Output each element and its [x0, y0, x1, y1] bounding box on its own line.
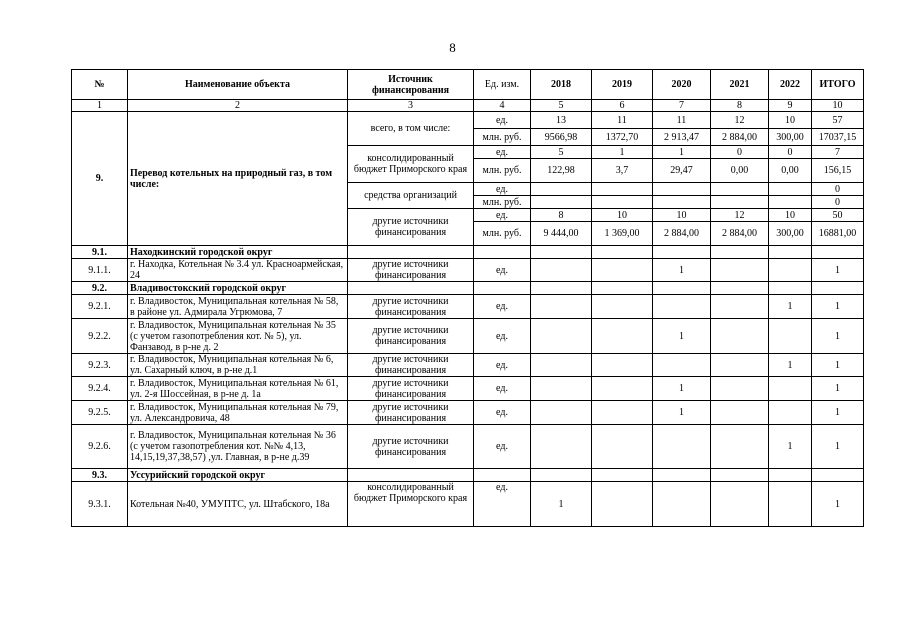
empty-cell	[531, 469, 592, 482]
unit-cell: млн. руб.	[474, 159, 531, 183]
value-cell: 1	[812, 259, 864, 282]
source-cell: другие источники финансирования	[348, 377, 474, 401]
source-label: другие источники финансирования	[348, 209, 474, 246]
value-cell	[531, 295, 592, 319]
unit-cell: ед.	[474, 295, 531, 319]
header-row	[72, 70, 864, 100]
empty-cell	[769, 282, 812, 295]
item-name: Котельная №40, УМУПТС, ул. Штабского, 18а	[128, 482, 348, 527]
value-cell: 57	[812, 112, 864, 129]
empty-cell	[474, 469, 531, 482]
empty-cell	[769, 246, 812, 259]
col-number: 10	[812, 100, 864, 112]
table-row	[72, 319, 864, 354]
value-cell: 300,00	[769, 222, 812, 246]
value-cell: 17037,15	[812, 129, 864, 146]
value-cell: 1	[812, 354, 864, 377]
header-cell: 2021	[711, 70, 769, 100]
value-cell: 29,47	[653, 159, 711, 183]
value-cell	[653, 354, 711, 377]
unit-cell: ед.	[474, 319, 531, 354]
empty-cell	[812, 246, 864, 259]
empty-cell	[653, 469, 711, 482]
value-cell: 1	[592, 146, 653, 159]
value-cell	[711, 354, 769, 377]
value-cell	[653, 482, 711, 527]
value-cell: 156,15	[812, 159, 864, 183]
table-row	[72, 354, 864, 377]
group-name: Владивостокский городской округ	[128, 282, 348, 295]
item-number: 9.2.4.	[72, 377, 128, 401]
item-name: г. Владивосток, Муниципальная котельная № 35 (с учетом газопотребления кот. № 5), ул. Фанзавод, в р-не д. 2	[128, 319, 348, 354]
value-cell	[711, 425, 769, 469]
value-cell	[653, 425, 711, 469]
header-cell: ИТОГО	[812, 70, 864, 100]
value-cell	[711, 319, 769, 354]
header-cell: 2020	[653, 70, 711, 100]
unit-cell: ед.	[474, 354, 531, 377]
header-cell: 2022	[769, 70, 812, 100]
source-label: консолидированный бюджет Приморского края	[348, 146, 474, 183]
empty-cell	[592, 246, 653, 259]
value-cell	[531, 196, 592, 209]
unit-cell: ед.	[474, 112, 531, 129]
value-cell: 300,00	[769, 129, 812, 146]
empty-cell	[711, 246, 769, 259]
source-cell: другие источники финансирования	[348, 401, 474, 425]
header-cell: Ед. изм.	[474, 70, 531, 100]
value-cell	[592, 319, 653, 354]
value-cell	[531, 354, 592, 377]
value-cell: 0	[812, 183, 864, 196]
value-cell	[531, 425, 592, 469]
col-number: 3	[348, 100, 474, 112]
item-number: 9.2.6.	[72, 425, 128, 469]
value-cell	[769, 482, 812, 527]
source-cell: другие источники финансирования	[348, 259, 474, 282]
group-name: Уссурийский городской округ	[128, 469, 348, 482]
empty-cell	[711, 282, 769, 295]
item-number: 9.1.1.	[72, 259, 128, 282]
value-cell: 1	[653, 401, 711, 425]
col-number: 4	[474, 100, 531, 112]
header-cell: 2019	[592, 70, 653, 100]
value-cell	[592, 482, 653, 527]
header-cell: Источник финансирования	[348, 70, 474, 100]
section-name: Перевод котельных на природный газ, в том числе:	[128, 112, 348, 246]
group-number: 9.3.	[72, 469, 128, 482]
empty-cell	[812, 282, 864, 295]
value-cell	[592, 259, 653, 282]
empty-cell	[348, 469, 474, 482]
value-cell: 16881,00	[812, 222, 864, 246]
value-cell: 2 884,00	[711, 222, 769, 246]
value-cell	[769, 196, 812, 209]
value-cell: 0,00	[711, 159, 769, 183]
value-cell	[653, 196, 711, 209]
table-row	[72, 401, 864, 425]
value-cell: 10	[592, 209, 653, 222]
empty-cell	[592, 282, 653, 295]
value-cell: 1	[812, 377, 864, 401]
value-cell: 7	[812, 146, 864, 159]
value-cell: 0	[812, 196, 864, 209]
value-cell: 1	[812, 401, 864, 425]
value-cell	[711, 183, 769, 196]
value-cell	[711, 401, 769, 425]
source-cell: другие источники финансирования	[348, 319, 474, 354]
value-cell: 1	[812, 319, 864, 354]
group-row	[72, 246, 864, 259]
item-number: 9.2.5.	[72, 401, 128, 425]
value-cell	[769, 319, 812, 354]
value-cell: 2 913,47	[653, 129, 711, 146]
header-cell: Наименование объекта	[128, 70, 348, 100]
unit-cell: млн. руб.	[474, 222, 531, 246]
empty-cell	[592, 469, 653, 482]
table-row	[72, 482, 864, 527]
column-number-row	[72, 100, 864, 112]
table-row	[72, 425, 864, 469]
value-cell	[592, 183, 653, 196]
value-cell: 10	[769, 209, 812, 222]
value-cell: 1	[812, 295, 864, 319]
value-cell	[592, 354, 653, 377]
value-cell: 13	[531, 112, 592, 129]
value-cell: 122,98	[531, 159, 592, 183]
unit-cell: млн. руб.	[474, 129, 531, 146]
table-row	[72, 259, 864, 282]
col-number: 5	[531, 100, 592, 112]
value-cell: 1372,70	[592, 129, 653, 146]
source-label: всего, в том числе:	[348, 112, 474, 146]
empty-cell	[474, 246, 531, 259]
value-cell	[531, 401, 592, 425]
value-cell	[592, 377, 653, 401]
value-cell: 0	[769, 146, 812, 159]
page-number: 8	[449, 40, 456, 55]
item-number: 9.2.2.	[72, 319, 128, 354]
group-name: Находкинский городской округ	[128, 246, 348, 259]
unit-cell: ед.	[474, 401, 531, 425]
empty-cell	[769, 469, 812, 482]
value-cell: 1	[769, 425, 812, 469]
value-cell: 1	[769, 295, 812, 319]
value-cell: 9566,98	[531, 129, 592, 146]
value-cell	[531, 319, 592, 354]
value-cell	[592, 295, 653, 319]
value-cell	[769, 377, 812, 401]
value-cell: 1	[531, 482, 592, 527]
item-name: г. Владивосток, Муниципальная котельная № 36 (с учетом газопотребления кот. №№ 4,13, 14,15,19,37,38,57) ,ул. Главная, в р-не д.39	[128, 425, 348, 469]
item-name: г. Находка, Котельная № 3.4 ул. Красноармейская, 24	[128, 259, 348, 282]
value-cell	[769, 259, 812, 282]
value-cell	[592, 401, 653, 425]
value-cell	[711, 295, 769, 319]
col-number: 2	[128, 100, 348, 112]
value-cell: 10	[769, 112, 812, 129]
value-cell	[653, 295, 711, 319]
value-cell: 0	[711, 146, 769, 159]
value-cell: 12	[711, 112, 769, 129]
item-number: 9.2.1.	[72, 295, 128, 319]
unit-cell: ед.	[474, 183, 531, 196]
value-cell: 50	[812, 209, 864, 222]
value-cell: 1	[769, 354, 812, 377]
value-cell: 2 884,00	[653, 222, 711, 246]
empty-cell	[653, 246, 711, 259]
section-number: 9.	[72, 112, 128, 246]
unit-cell: ед.	[474, 146, 531, 159]
group-number: 9.2.	[72, 282, 128, 295]
empty-cell	[711, 469, 769, 482]
item-name: г. Владивосток, Муниципальная котельная № 6, ул. Сахарный ключ, в р-не д.1	[128, 354, 348, 377]
unit-cell: ед.	[474, 425, 531, 469]
financing-table	[71, 69, 864, 527]
value-cell	[769, 401, 812, 425]
source-cell: другие источники финансирования	[348, 295, 474, 319]
value-cell	[711, 482, 769, 527]
table-row	[72, 377, 864, 401]
group-row	[72, 469, 864, 482]
value-cell	[531, 183, 592, 196]
value-cell: 11	[592, 112, 653, 129]
source-cell: другие источники финансирования	[348, 425, 474, 469]
value-cell: 1	[653, 146, 711, 159]
source-label: средства организаций	[348, 183, 474, 209]
value-cell: 2 884,00	[711, 129, 769, 146]
value-cell	[711, 259, 769, 282]
value-cell: 1 369,00	[592, 222, 653, 246]
value-cell	[592, 196, 653, 209]
value-cell: 8	[531, 209, 592, 222]
item-name: г. Владивосток, Муниципальная котельная № 61, ул. 2-я Шоссейная, в р-не д. 1а	[128, 377, 348, 401]
value-cell	[531, 377, 592, 401]
value-cell: 12	[711, 209, 769, 222]
empty-cell	[348, 282, 474, 295]
col-number: 6	[592, 100, 653, 112]
group-number: 9.1.	[72, 246, 128, 259]
value-cell: 1	[812, 425, 864, 469]
source-cell: другие источники финансирования	[348, 354, 474, 377]
unit-cell: млн. руб.	[474, 196, 531, 209]
value-cell	[592, 425, 653, 469]
value-cell: 11	[653, 112, 711, 129]
group-row	[72, 282, 864, 295]
col-number: 1	[72, 100, 128, 112]
value-cell	[711, 196, 769, 209]
value-cell: 1	[653, 319, 711, 354]
item-name: г. Владивосток, Муниципальная котельная № 79, ул. Александровича, 48	[128, 401, 348, 425]
empty-cell	[348, 246, 474, 259]
value-cell: 10	[653, 209, 711, 222]
header-cell: №	[72, 70, 128, 100]
unit-cell: ед.	[474, 482, 531, 527]
summary-row	[72, 112, 864, 129]
unit-cell: ед.	[474, 377, 531, 401]
item-name: г. Владивосток, Муниципальная котельная № 58, в районе ул. Адмирала Угрюмова, 7	[128, 295, 348, 319]
unit-cell: ед.	[474, 209, 531, 222]
unit-cell: ед.	[474, 259, 531, 282]
value-cell	[653, 183, 711, 196]
value-cell	[711, 377, 769, 401]
empty-cell	[474, 282, 531, 295]
value-cell: 1	[653, 259, 711, 282]
col-number: 9	[769, 100, 812, 112]
empty-cell	[653, 282, 711, 295]
col-number: 7	[653, 100, 711, 112]
empty-cell	[812, 469, 864, 482]
value-cell: 0,00	[769, 159, 812, 183]
source-cell: консолидированный бюджет Приморского края	[348, 482, 474, 527]
value-cell: 1	[812, 482, 864, 527]
header-cell: 2018	[531, 70, 592, 100]
item-number: 9.3.1.	[72, 482, 128, 527]
value-cell: 9 444,00	[531, 222, 592, 246]
value-cell: 1	[653, 377, 711, 401]
value-cell: 3,7	[592, 159, 653, 183]
col-number: 8	[711, 100, 769, 112]
value-cell: 5	[531, 146, 592, 159]
empty-cell	[531, 282, 592, 295]
value-cell	[531, 259, 592, 282]
table-row	[72, 295, 864, 319]
empty-cell	[531, 246, 592, 259]
item-number: 9.2.3.	[72, 354, 128, 377]
value-cell	[769, 183, 812, 196]
